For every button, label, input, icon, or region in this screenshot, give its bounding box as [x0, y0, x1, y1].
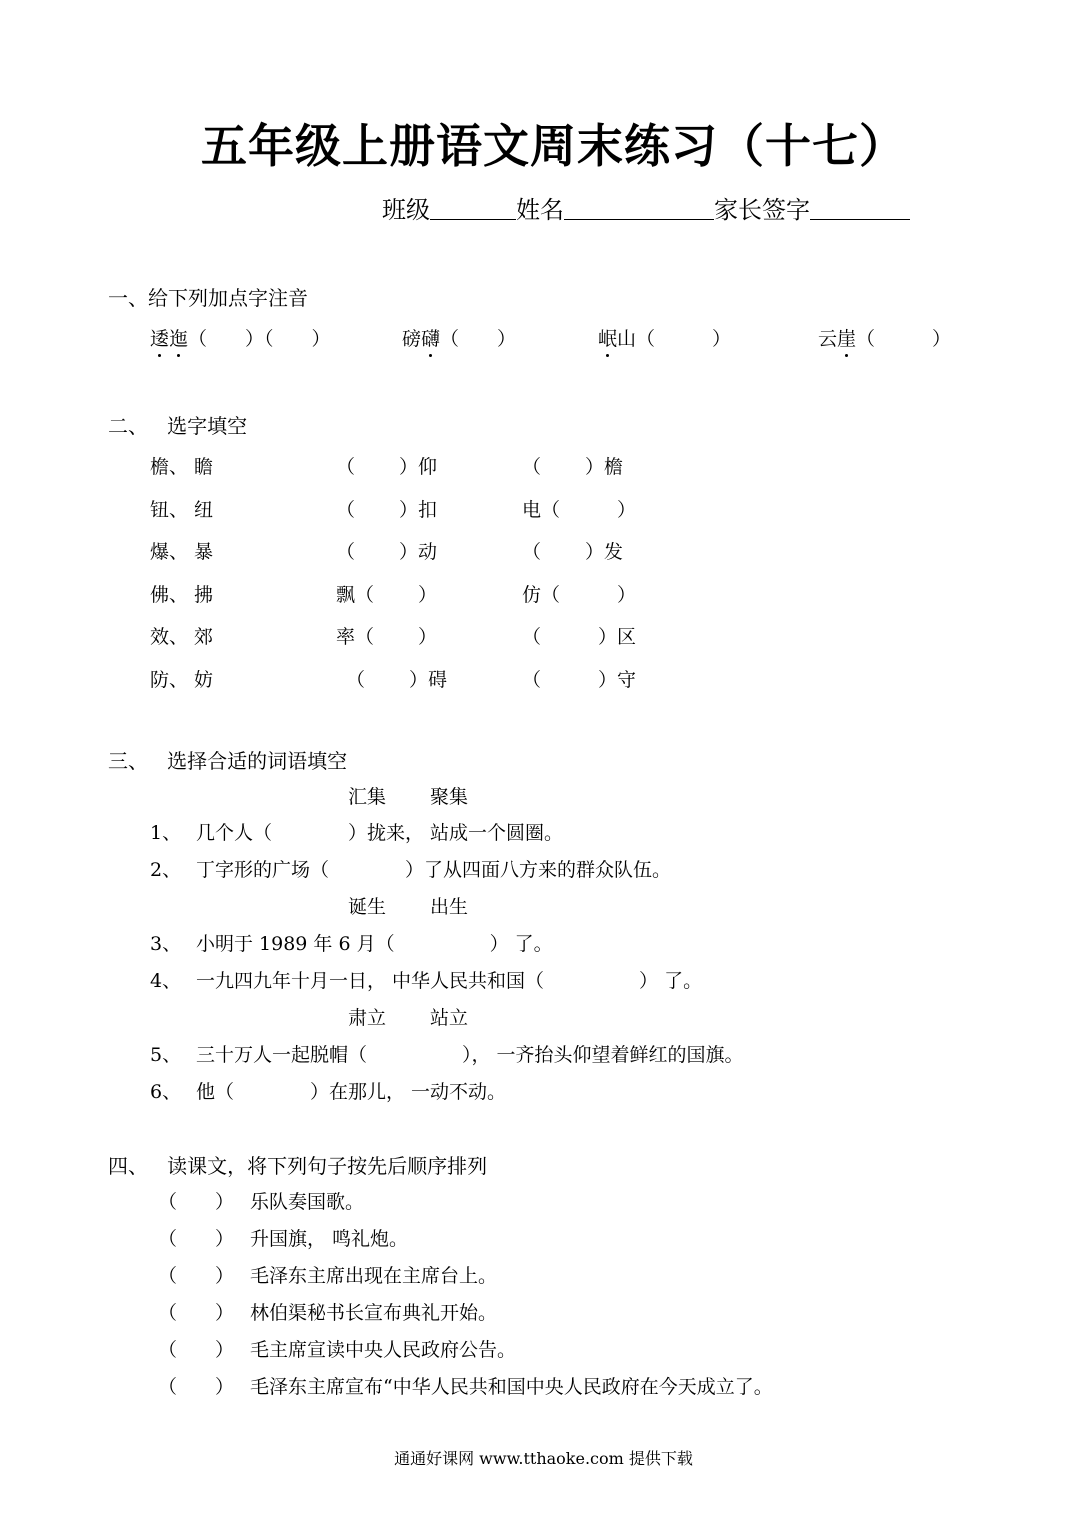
sentence: 升国旗， 鸣礼炮。: [250, 1228, 409, 1250]
sentence: 毛主席宣读中央人民政府公告。: [250, 1339, 517, 1361]
question-text: 一九四九年十月一日， 中华人民共和国（ ） 了。: [196, 970, 703, 992]
pinyin-item-3: 岷山（ ）: [598, 328, 732, 350]
question-text: 小明于 1989 年 6 月（ ） 了。: [196, 933, 553, 955]
fill-blank: （ ）檐: [522, 456, 624, 478]
fill-blank: （ ）区: [522, 626, 637, 648]
sentence: 毛泽东主席宣布“中华人民共和国中央人民政府在今天成立了。: [250, 1376, 773, 1398]
fill-blank: 电（ ）: [522, 499, 637, 521]
char-pair: 佛、 拂: [150, 584, 214, 606]
parent-signature-label: 家长签字: [714, 196, 810, 224]
fill-blank: 飘（ ）: [336, 584, 438, 606]
order-blank: （ ）: [158, 1228, 235, 1250]
order-blank: （ ）: [158, 1376, 235, 1398]
page-title: 五年级上册语文周末练习（十七）: [201, 119, 906, 173]
question-text: 几个人（ ）拢来， 站成一个圆圈。: [196, 822, 564, 844]
char-pair: 效、 郊: [150, 626, 214, 648]
question-number: 3、: [150, 933, 182, 955]
order-blank: （ ）: [158, 1302, 235, 1324]
fill-blank: （ ）扣: [336, 499, 438, 521]
order-blank: （ ）: [158, 1265, 235, 1287]
order-blank: （ ）: [158, 1191, 235, 1213]
pinyin-item-2: 磅礴（ ）: [402, 328, 517, 350]
fill-blank: 率（ ）: [336, 626, 438, 648]
fill-blank: 仿（ ）: [522, 584, 637, 606]
question-number: 4、: [150, 970, 182, 992]
char-pair: 爆、 暴: [150, 541, 214, 563]
order-blank: （ ）: [158, 1339, 235, 1361]
section-1-heading: 一、给下列加点字注音: [108, 286, 308, 310]
fill-blank: （ ）发: [522, 541, 624, 563]
question-text: 他（ ）在那儿， 一动不动。: [196, 1081, 507, 1103]
word-choices: 诞生 出生: [348, 896, 469, 918]
fill-blank: （ ）守: [522, 669, 637, 691]
section-4-heading: 四、 读课文，将下列句子按先后顺序排列: [108, 1154, 488, 1178]
class-label: 班级: [382, 196, 430, 224]
pinyin-item-1: 逶迤（ ）（ ）: [150, 328, 331, 350]
footer-credit: 通通好课网 www.tthaoke.com 提供下载: [394, 1449, 693, 1468]
student-info-line: [382, 190, 910, 225]
parent-signature-blank[interactable]: [810, 197, 910, 220]
question-number: 6、: [150, 1081, 182, 1103]
class-blank[interactable]: [430, 197, 516, 220]
fill-blank: （ ）仰: [336, 456, 438, 478]
question-text: 丁字形的广场（ ）了从四面八方来的群众队伍。: [196, 859, 672, 881]
fill-blank: （ ）动: [336, 541, 438, 563]
question-number: 1、: [150, 822, 182, 844]
name-label: 姓名: [516, 196, 564, 224]
section-3-heading: 三、 选择合适的词语填空: [108, 749, 348, 773]
question-text: 三十万人一起脱帽（ ）， 一齐抬头仰望着鲜红的国旗。: [196, 1044, 744, 1066]
section-2-heading: 二、 选字填空: [108, 414, 248, 438]
char-pair: 防、 妨: [150, 669, 214, 691]
char-pair: 钮、 纽: [150, 499, 214, 521]
word-choices: 汇集 聚集: [348, 786, 469, 808]
char-pair: 檐、 瞻: [150, 456, 214, 478]
name-blank[interactable]: [564, 197, 714, 220]
pinyin-item-4: 云崖（ ）: [818, 328, 952, 350]
sentence: 乐队奏国歌。: [250, 1191, 365, 1213]
sentence: 毛泽东主席出现在主席台上。: [250, 1265, 498, 1287]
sentence: 林伯渠秘书长宣布典礼开始。: [250, 1302, 498, 1324]
fill-blank: （ ）碍: [346, 669, 448, 691]
question-number: 5、: [150, 1044, 182, 1066]
word-choices: 肃立 站立: [348, 1007, 469, 1029]
question-number: 2、: [150, 859, 182, 881]
